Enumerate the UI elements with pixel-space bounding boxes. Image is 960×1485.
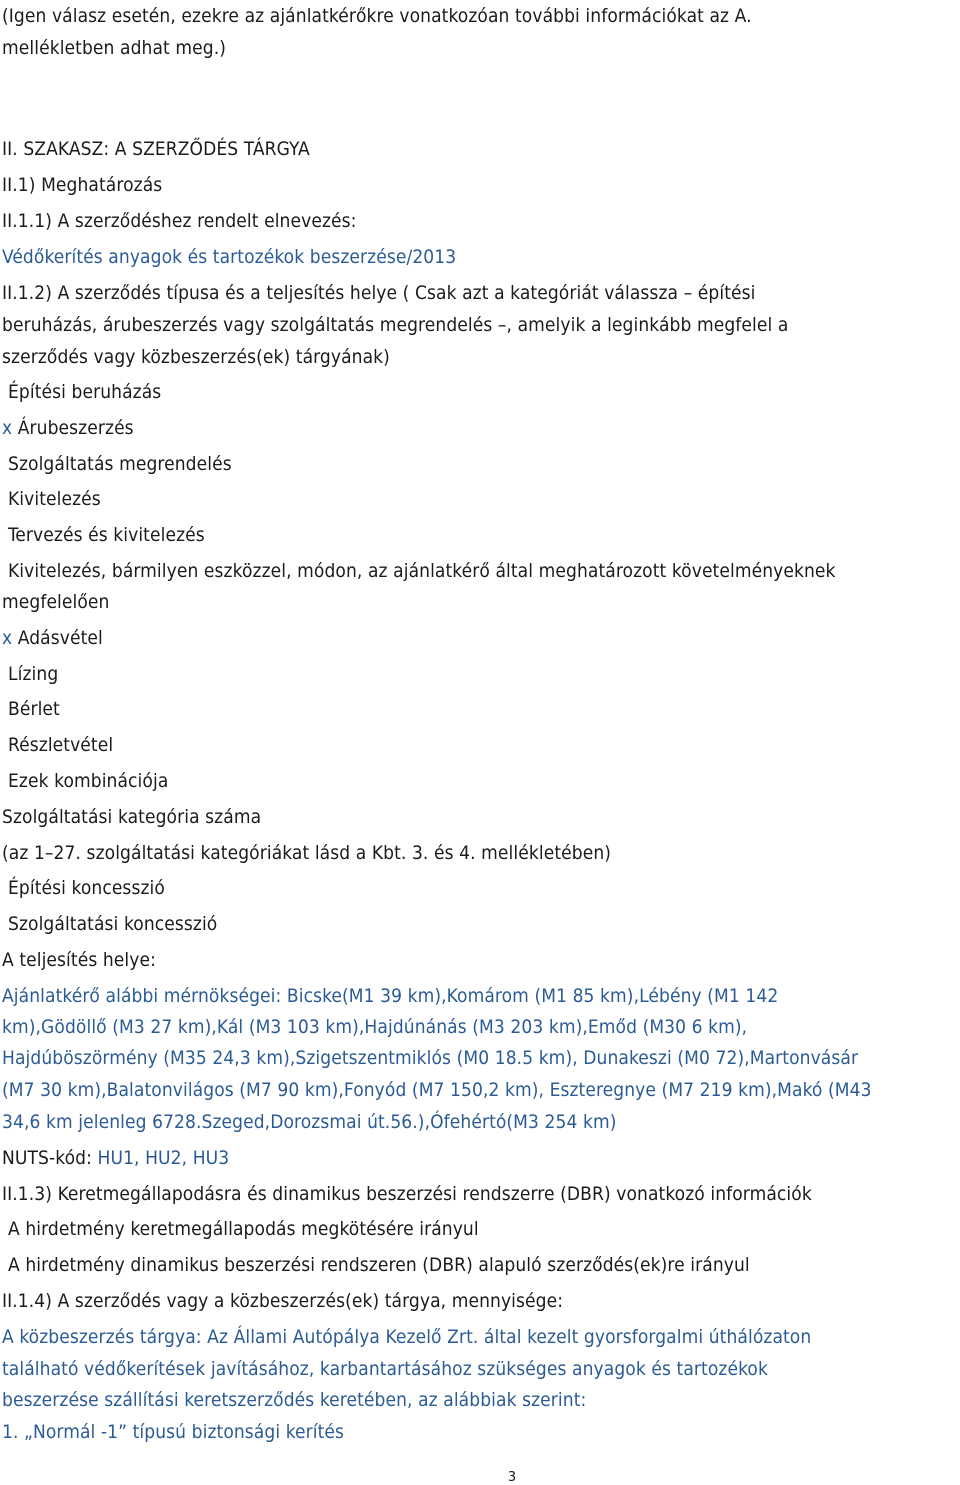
option-design-execution: Tervezés és kivitelezés bbox=[8, 524, 205, 546]
option-services: Szolgáltatás megrendelés bbox=[8, 453, 232, 475]
option-hire-purchase: Részletvétel bbox=[8, 734, 114, 756]
subject-quantity-heading: II.1.4) A szerződés vagy a közbeszerzés(ek) tárgya, mennyisége: bbox=[2, 1290, 564, 1312]
option-execution-by-any-means-line-1: Kivitelezés, bármilyen eszközzel, módon, az ajánlatkérő által meghatározott követelményeknek bbox=[8, 560, 836, 582]
subsection-heading: II.1) Meghatározás bbox=[2, 174, 163, 196]
place-of-performance-line-4: (M7 30 km),Balatonvilágos (M7 90 km),Fonyód (M7 150,2 km), Eszteregnye (M7 219 km),Makó (M43 bbox=[2, 1079, 872, 1101]
nuts-code-label: NUTS-kód: bbox=[2, 1147, 92, 1169]
selected-mark: x bbox=[2, 417, 13, 439]
contract-type-heading-line-2: beruházás, árubeszerzés vagy szolgáltatás megrendelés –, amelyik a leginkább megfelel a bbox=[2, 314, 789, 336]
contract-type-heading-line-1: II.1.2) A szerződés típusa és a teljesítés helye ( Csak azt a kategóriát válassza – építési bbox=[2, 282, 756, 304]
option-services-concession: Szolgáltatási koncesszió bbox=[8, 913, 218, 935]
service-category-note: (az 1–27. szolgáltatási kategóriákat lásd a Kbt. 3. és 4. mellékletében) bbox=[2, 842, 612, 864]
option-dynamic-purchasing-system: A hirdetmény dinamikus beszerzési rendszeren (DBR) alapuló szerződés(ek)re irányul bbox=[8, 1254, 750, 1276]
contract-type-heading-line-3: szerződés vagy közbeszerzés(ek) tárgyának) bbox=[2, 346, 390, 368]
nuts-code bbox=[2, 1147, 229, 1169]
option-combination: Ezek kombinációja bbox=[8, 770, 169, 792]
intro-note-line-2: mellékletben adhat meg.) bbox=[2, 37, 226, 59]
place-of-performance-line-3: Hajdúböszörmény (M35 24,3 km),Szigetszentmiklós (M0 18.5 km), Dunakeszi (M0 72),Martonvásár bbox=[2, 1047, 859, 1069]
option-supplies bbox=[2, 417, 134, 439]
framework-dps-heading: II.1.3) Keretmegállapodásra és dinamikus beszerzési rendszerre (DBR) vonatkozó információk bbox=[2, 1183, 812, 1205]
contract-name-value: Védőkerítés anyagok és tartozékok beszerzése/2013 bbox=[2, 246, 457, 268]
service-category-label: Szolgáltatási kategória száma bbox=[2, 806, 262, 828]
intro-note-line-1: (Igen válasz esetén, ezekre az ajánlatkérőkre vonatkozóan további információkat az A. bbox=[2, 5, 752, 27]
option-framework-agreement: A hirdetmény keretmegállapodás megkötésére irányul bbox=[8, 1218, 479, 1240]
option-execution-by-any-means-line-2: megfelelően bbox=[2, 591, 110, 613]
subject-description-line-3: beszerzése szállítási keretszerződés keretében, az alábbiak szerint: bbox=[2, 1389, 587, 1411]
place-of-performance-label: A teljesítés helye: bbox=[2, 949, 156, 971]
place-of-performance-line-2: km),Gödöllő (M3 27 km),Kál (M3 103 km),Hajdúnánás (M3 203 km),Emőd (M30 6 km), bbox=[2, 1016, 748, 1038]
selected-mark: x bbox=[2, 627, 13, 649]
option-construction-works: Építési beruházás bbox=[8, 381, 162, 403]
option-purchase bbox=[2, 627, 103, 649]
option-leasing: Lízing bbox=[8, 663, 59, 685]
option-works-concession: Építési koncesszió bbox=[8, 877, 165, 899]
option-rental: Bérlet bbox=[8, 698, 60, 720]
option-label: Árubeszerzés bbox=[17, 417, 134, 439]
section-heading: II. SZAKASZ: A SZERZŐDÉS TÁRGYA bbox=[2, 138, 310, 160]
subject-description-line-1: A közbeszerzés tárgya: Az Állami Autópálya Kezelő Zrt. által kezelt gyorsforgalmi úthálózaton bbox=[2, 1326, 812, 1348]
nuts-code-value: HU1, HU2, HU3 bbox=[91, 1147, 230, 1169]
contract-name-label: II.1.1) A szerződéshez rendelt elnevezés: bbox=[2, 210, 357, 232]
place-of-performance-line-5: 34,6 km jelenleg 6728.Szeged,Dorozsmai út.56.),Ófehértó(M3 254 km) bbox=[2, 1111, 617, 1133]
subject-item-1: 1. „Normál -1” típusú biztonsági kerítés bbox=[2, 1421, 345, 1443]
option-label: Adásvétel bbox=[17, 627, 103, 649]
subject-description-line-2: található védőkerítések javításához, karbantartásához szükséges anyagok és tartozékok bbox=[2, 1358, 768, 1380]
place-of-performance-line-1: Ajánlatkérő alábbi mérnökségei: Bicske(M1 39 km),Komárom (M1 85 km),Lébény (M1 142 bbox=[2, 985, 779, 1007]
option-execution: Kivitelezés bbox=[8, 488, 101, 510]
page-number: 3 bbox=[507, 1470, 517, 1485]
